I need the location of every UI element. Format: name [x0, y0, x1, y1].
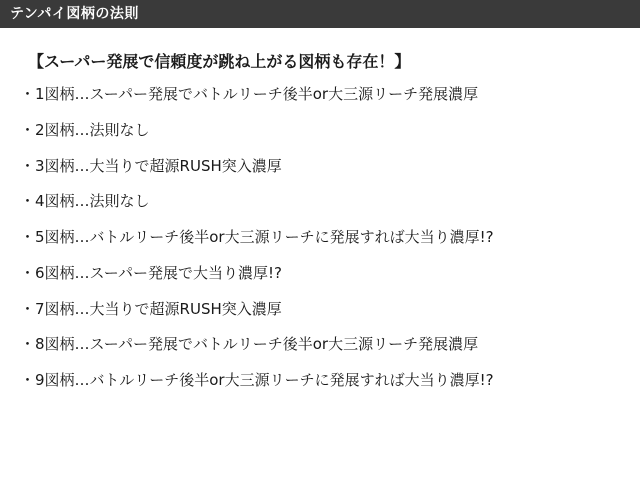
list-item: ・4図柄…法則なし: [20, 192, 150, 211]
list-item: ・3図柄…大当りで超源RUSH突入濃厚: [20, 156, 282, 175]
list-item: ・9図柄…バトルリーチ後半or大三源リーチに発展すれば大当り濃厚!?: [20, 371, 494, 389]
list-item: ・6図柄…スーパー発展で大当り濃厚!?: [20, 263, 283, 282]
rule-list: [18, 84, 622, 392]
list-item: ・5図柄…バトルリーチ後半or大三源リーチに発展すれば大当り濃厚!?: [20, 228, 494, 246]
list-item: ・7図柄…大当りで超源RUSH突入濃厚: [20, 299, 282, 318]
list-item: ・2図柄…法則なし: [20, 120, 150, 139]
section-heading: 【スーパー発展で信頼度が跳ね上がる図柄も存在！】: [28, 52, 411, 71]
title-bar: [0, 0, 640, 28]
list-item: ・1図柄…スーパー発展でバトルリーチ後半or大三源リーチ発展濃厚: [20, 85, 479, 103]
document-content: [0, 28, 640, 492]
page-title: テンパイ図柄の法則: [10, 6, 139, 22]
list-item: ・8図柄…スーパー発展でバトルリーチ後半or大三源リーチ発展濃厚: [20, 335, 479, 354]
